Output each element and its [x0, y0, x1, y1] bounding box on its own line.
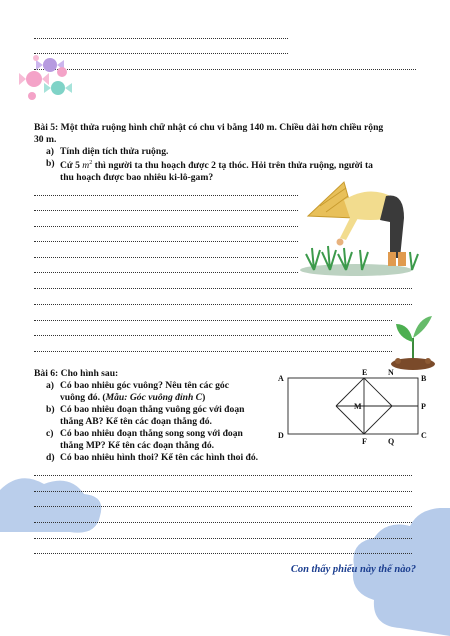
problem-5-title: Bài 5: Một thửa ruộng hình chữ nhật có chu vi bằng 140 m. Chiều dài hơn chiều rộng 30 m. — [34, 122, 384, 145]
answer-line — [34, 514, 412, 523]
answer-line — [34, 61, 416, 70]
problem-6-item-b: b) Có bao nhiêu đoạn thẳng vuông góc với đoạn thẳng AB? Kể tên các đoạn thẳng đó. — [46, 404, 245, 427]
problem-5-item-b: b) Cứ 5 $m^2$ thì người ta thu hoạch được 2 tạ thóc. Hỏi trên thửa ruộng, người ta thu hoạch được bao nhiêu ki-lô-gam? — [46, 158, 373, 183]
answer-line — [34, 218, 298, 227]
label-c: C — [421, 431, 427, 440]
answer-line — [34, 264, 298, 273]
label-p: P — [421, 402, 426, 411]
answer-line — [34, 30, 288, 39]
answer-line — [34, 249, 298, 258]
problem-6-item-c: c) Có bao nhiêu đoạn thẳng song song với đoạn thẳng MP? Kể tên các đoạn thẳng đó. — [46, 428, 243, 451]
problem-5-item-a: a) Tính diện tích thửa ruộng. — [46, 146, 169, 157]
problem-6-item-a: a) Có bao nhiêu góc vuông? Nêu tên các góc vuông đó. (Mẫu: Góc vuông đỉnh C) — [46, 380, 229, 403]
label-b: B — [421, 374, 427, 383]
label-m: M — [354, 402, 362, 411]
answer-line — [34, 530, 412, 539]
answer-line — [34, 280, 412, 289]
label-a: A — [278, 374, 284, 383]
answer-line — [34, 187, 298, 196]
answer-line — [34, 343, 392, 352]
answer-line — [34, 312, 392, 321]
geometry-figure — [274, 366, 434, 446]
label-d: D — [278, 431, 284, 440]
sprout-icon — [388, 312, 438, 370]
answer-line — [34, 296, 412, 305]
label-n: N — [388, 368, 394, 377]
feedback-prompt: Con thấy phiếu này thế nào? — [290, 564, 416, 575]
segment-np — [364, 378, 392, 406]
candy-icon — [14, 52, 78, 106]
label-q: Q — [388, 437, 395, 446]
answer-line — [34, 545, 412, 554]
answer-line — [34, 498, 412, 507]
answer-line — [34, 327, 392, 336]
answer-line — [34, 202, 298, 211]
answer-line — [34, 483, 412, 492]
answer-line — [34, 467, 412, 476]
problem-6-title: Bài 6: Cho hình sau: — [34, 368, 119, 379]
answer-line — [34, 233, 298, 242]
label-f: F — [362, 437, 367, 446]
label-e: E — [362, 368, 368, 377]
problem-6-item-d: d) Có bao nhiêu hình thoi? Kể tên các hình thoi đó. — [46, 452, 259, 463]
farmer-planting-rice-icon — [300, 178, 422, 278]
